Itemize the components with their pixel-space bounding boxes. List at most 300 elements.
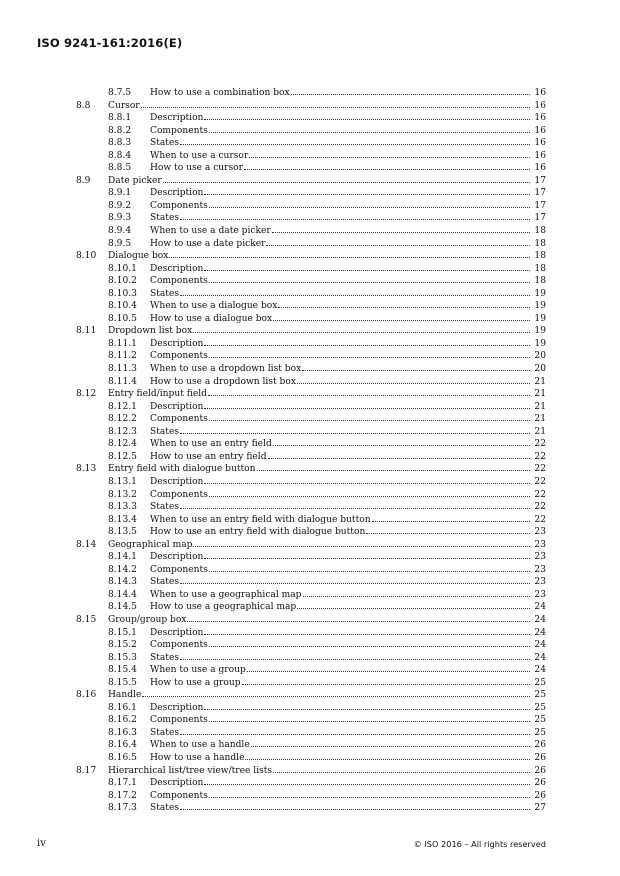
toc-entry-title[interactable]: Dropdown list box bbox=[108, 326, 193, 337]
toc-entry-title[interactable]: Description bbox=[150, 113, 204, 124]
toc-entry-title[interactable]: Entry field/input field bbox=[108, 389, 207, 400]
toc-entry-title-line bbox=[150, 150, 530, 163]
toc-entry-title[interactable]: Dialogue box bbox=[108, 251, 169, 262]
toc-entry-page[interactable]: 24 bbox=[534, 640, 546, 651]
toc-entry-title[interactable]: When to use a dialogue box bbox=[150, 301, 278, 312]
toc-entry-title-line bbox=[150, 739, 530, 752]
toc-entry-number: 8.9.3 bbox=[108, 213, 132, 224]
toc-entry-page[interactable]: 18 bbox=[534, 238, 546, 249]
toc-section-entry[interactable] bbox=[76, 689, 546, 702]
toc-entry-page[interactable]: 26 bbox=[534, 752, 546, 763]
toc-entry-title[interactable]: Description bbox=[150, 778, 204, 789]
toc-entry-title[interactable]: Components bbox=[150, 640, 208, 651]
copyright-notice: © ISO 2016 – All rights reserved bbox=[413, 839, 546, 849]
toc-entry-title-line bbox=[150, 125, 530, 138]
toc-entry-title-line bbox=[108, 614, 530, 627]
toc-entry-number: 8.10.2 bbox=[108, 276, 137, 287]
toc-entry-number: 8.10.1 bbox=[108, 263, 137, 274]
toc-subsection-entry[interactable] bbox=[76, 275, 546, 288]
toc-entry-page[interactable]: 22 bbox=[534, 514, 546, 525]
toc-entry-number: 8.11.1 bbox=[108, 338, 137, 349]
dot-leader bbox=[142, 696, 530, 697]
toc-subsection-entry[interactable] bbox=[76, 112, 546, 125]
toc-entry-title[interactable]: Components bbox=[150, 200, 208, 211]
dot-leader bbox=[242, 684, 530, 685]
toc-subsection-entry[interactable] bbox=[76, 576, 546, 589]
toc-entry-page[interactable]: 24 bbox=[534, 652, 546, 663]
toc-entry-page[interactable]: 24 bbox=[534, 665, 546, 676]
toc-entry-title-line bbox=[108, 463, 530, 476]
toc-entry-title[interactable]: Components bbox=[150, 351, 208, 362]
toc-entry-page[interactable]: 23 bbox=[534, 527, 546, 538]
toc-entry-page[interactable]: 17 bbox=[534, 213, 546, 224]
toc-entry-page[interactable]: 24 bbox=[534, 627, 546, 638]
toc-entry-page[interactable]: 20 bbox=[534, 364, 546, 375]
toc-entry-title[interactable]: Description bbox=[150, 552, 204, 563]
toc-entry-title[interactable]: States bbox=[150, 502, 180, 513]
toc-entry-title[interactable]: Hierarchical list/tree view/tree lists bbox=[108, 765, 273, 776]
toc-entry-number: 8.15.1 bbox=[108, 627, 137, 638]
toc-subsection-entry[interactable] bbox=[76, 200, 546, 213]
toc-entry-page[interactable]: 26 bbox=[534, 765, 546, 776]
toc-entry-number: 8.9.4 bbox=[108, 226, 132, 237]
dot-leader bbox=[204, 634, 530, 635]
toc-subsection-entry[interactable] bbox=[76, 652, 546, 665]
toc-entry-number: 8.11.4 bbox=[108, 376, 137, 387]
toc-entry-number: 8.9 bbox=[76, 175, 91, 186]
toc-subsection-entry[interactable] bbox=[76, 288, 546, 301]
toc-entry-page[interactable]: 23 bbox=[534, 564, 546, 575]
toc-entry-title-line bbox=[150, 627, 530, 640]
toc-entry-page[interactable]: 24 bbox=[534, 614, 546, 625]
toc-subsection-entry[interactable] bbox=[76, 363, 546, 376]
toc-entry-page[interactable]: 17 bbox=[534, 200, 546, 211]
toc-subsection-entry[interactable] bbox=[76, 777, 546, 790]
toc-subsection-entry[interactable] bbox=[76, 263, 546, 276]
dot-leader bbox=[273, 445, 530, 446]
toc-entry-page[interactable]: 19 bbox=[534, 338, 546, 349]
dot-leader bbox=[247, 671, 530, 672]
toc-entry-title[interactable]: When to use an entry field with dialogue button bbox=[150, 514, 371, 525]
dot-leader bbox=[169, 257, 530, 258]
dot-leader bbox=[180, 433, 530, 434]
toc-subsection-entry[interactable] bbox=[76, 225, 546, 238]
toc-entry-title[interactable]: Components bbox=[150, 414, 208, 425]
dot-leader bbox=[209, 797, 530, 798]
toc-entry-number: 8.10.5 bbox=[108, 313, 137, 324]
toc-entry-title-line bbox=[150, 790, 530, 803]
dot-leader bbox=[209, 207, 530, 208]
dot-leader bbox=[141, 107, 530, 108]
toc-entry-page[interactable]: 25 bbox=[534, 690, 546, 701]
toc-entry-title-line bbox=[108, 100, 530, 113]
toc-entry-title-line bbox=[150, 112, 530, 125]
dot-leader bbox=[204, 345, 530, 346]
table-of-contents bbox=[76, 87, 546, 815]
toc-entry-page[interactable]: 17 bbox=[534, 188, 546, 199]
toc-subsection-entry[interactable] bbox=[76, 187, 546, 200]
toc-entry-page[interactable]: 23 bbox=[534, 589, 546, 600]
dot-leader bbox=[273, 772, 530, 773]
toc-subsection-entry[interactable] bbox=[76, 300, 546, 313]
toc-entry-title[interactable]: Description bbox=[150, 627, 204, 638]
toc-entry-title[interactable]: States bbox=[150, 803, 180, 814]
toc-entry-page[interactable]: 22 bbox=[534, 476, 546, 487]
toc-entry-page[interactable]: 22 bbox=[534, 502, 546, 513]
toc-entry-title-line bbox=[150, 137, 530, 150]
toc-entry-number: 8.11.3 bbox=[108, 364, 137, 375]
toc-entry-title[interactable]: How to use a group bbox=[150, 677, 241, 688]
toc-subsection-entry[interactable] bbox=[76, 338, 546, 351]
page-number: iv bbox=[37, 838, 46, 849]
toc-subsection-entry[interactable] bbox=[76, 564, 546, 577]
dot-leader bbox=[204, 408, 530, 409]
toc-entry-number: 8.12.4 bbox=[108, 439, 137, 450]
toc-entry-number: 8.15.2 bbox=[108, 640, 137, 651]
toc-entry-title[interactable]: Group/group box bbox=[108, 614, 187, 625]
toc-entry-title-line bbox=[150, 288, 530, 301]
toc-entry-title-line bbox=[150, 451, 530, 464]
toc-entry-number: 8.12.5 bbox=[108, 451, 137, 462]
toc-subsection-entry[interactable] bbox=[76, 589, 546, 602]
toc-entry-title[interactable]: Components bbox=[150, 790, 208, 801]
dot-leader bbox=[180, 219, 530, 220]
toc-section-entry[interactable] bbox=[76, 100, 546, 113]
toc-entry-number: 8.17.2 bbox=[108, 790, 137, 801]
toc-entry-title[interactable]: When to use an entry field bbox=[150, 439, 272, 450]
toc-entry-page[interactable]: 19 bbox=[534, 288, 546, 299]
toc-entry-title[interactable]: When to use a geographical map bbox=[150, 589, 302, 600]
dot-leader bbox=[303, 596, 531, 597]
toc-subsection-entry[interactable] bbox=[76, 376, 546, 389]
toc-entry-number: 8.8 bbox=[76, 100, 91, 111]
toc-entry-title[interactable]: States bbox=[150, 577, 180, 588]
toc-entry-number: 8.17.1 bbox=[108, 778, 137, 789]
toc-entry-page[interactable]: 16 bbox=[534, 163, 546, 174]
toc-entry-number: 8.16.2 bbox=[108, 715, 137, 726]
toc-entry-title[interactable]: How to use a date picker bbox=[150, 238, 266, 249]
dot-leader bbox=[180, 809, 530, 810]
toc-subsection-entry[interactable] bbox=[76, 639, 546, 652]
toc-entry-page[interactable]: 16 bbox=[534, 138, 546, 149]
toc-entry-page[interactable]: 23 bbox=[534, 577, 546, 588]
dot-leader bbox=[257, 470, 531, 471]
toc-entry-page[interactable]: 21 bbox=[534, 376, 546, 387]
toc-entry-title[interactable]: States bbox=[150, 213, 180, 224]
toc-entry-title-line bbox=[150, 601, 530, 614]
dot-leader bbox=[204, 709, 530, 710]
toc-entry-number: 8.16 bbox=[76, 690, 97, 701]
toc-entry-title-line bbox=[108, 689, 530, 702]
toc-section-entry[interactable] bbox=[76, 175, 546, 188]
toc-entry-title-line bbox=[150, 526, 530, 539]
dot-leader bbox=[209, 721, 530, 722]
toc-entry-page[interactable]: 19 bbox=[534, 326, 546, 337]
toc-entry-page[interactable]: 25 bbox=[534, 677, 546, 688]
toc-section-entry[interactable] bbox=[76, 539, 546, 552]
toc-entry-number: 8.15.5 bbox=[108, 677, 137, 688]
toc-entry-number: 8.17.3 bbox=[108, 803, 137, 814]
toc-entry-title[interactable]: States bbox=[150, 288, 180, 299]
toc-entry-title-line bbox=[150, 514, 530, 527]
toc-entry-title[interactable]: Description bbox=[150, 476, 204, 487]
toc-entry-title[interactable]: Components bbox=[150, 715, 208, 726]
toc-subsection-entry[interactable] bbox=[76, 702, 546, 715]
toc-entry-title-line bbox=[150, 300, 530, 313]
dot-leader bbox=[297, 383, 530, 384]
dot-leader bbox=[180, 144, 530, 145]
toc-entry-title[interactable]: How to use a cursor bbox=[150, 163, 243, 174]
toc-entry-title-line bbox=[108, 250, 530, 263]
toc-entry-title-line bbox=[150, 727, 530, 740]
dot-leader bbox=[204, 270, 530, 271]
toc-entry-page[interactable]: 22 bbox=[534, 489, 546, 500]
toc-subsection-entry[interactable] bbox=[76, 790, 546, 803]
toc-subsection-entry[interactable] bbox=[76, 677, 546, 690]
toc-entry-title[interactable]: States bbox=[150, 426, 180, 437]
toc-entry-page[interactable]: 16 bbox=[534, 100, 546, 111]
toc-entry-page[interactable]: 22 bbox=[534, 439, 546, 450]
toc-entry-title[interactable]: States bbox=[150, 652, 180, 663]
toc-subsection-entry[interactable] bbox=[76, 238, 546, 251]
toc-subsection-entry[interactable] bbox=[76, 489, 546, 502]
toc-entry-page[interactable]: 16 bbox=[534, 113, 546, 124]
toc-subsection-entry[interactable] bbox=[76, 739, 546, 752]
dot-leader bbox=[209, 496, 530, 497]
toc-entry-title-line bbox=[150, 564, 530, 577]
toc-entry-page[interactable]: 21 bbox=[534, 389, 546, 400]
toc-entry-number: 8.12.3 bbox=[108, 426, 137, 437]
toc-subsection-entry[interactable] bbox=[76, 627, 546, 640]
toc-entry-number: 8.14.5 bbox=[108, 602, 137, 613]
toc-subsection-entry[interactable] bbox=[76, 150, 546, 163]
toc-section-entry[interactable] bbox=[76, 325, 546, 338]
toc-subsection-entry[interactable] bbox=[76, 451, 546, 464]
toc-entry-number: 8.10.3 bbox=[108, 288, 137, 299]
toc-entry-page[interactable]: 20 bbox=[534, 351, 546, 362]
toc-entry-number: 8.15.4 bbox=[108, 665, 137, 676]
toc-entry-number: 8.12 bbox=[76, 389, 97, 400]
toc-entry-title-line bbox=[108, 175, 530, 188]
dot-leader bbox=[209, 357, 530, 358]
toc-entry-title-line bbox=[150, 225, 530, 238]
toc-entry-title[interactable]: Components bbox=[150, 489, 208, 500]
toc-subsection-entry[interactable] bbox=[76, 413, 546, 426]
toc-entry-title-line bbox=[150, 426, 530, 439]
toc-entry-number: 8.9.2 bbox=[108, 200, 132, 211]
toc-entry-title[interactable]: Handle bbox=[108, 690, 142, 701]
toc-entry-title-line bbox=[150, 677, 530, 690]
toc-entry-page[interactable]: 25 bbox=[534, 727, 546, 738]
toc-section-entry[interactable] bbox=[76, 388, 546, 401]
toc-section-entry[interactable] bbox=[76, 765, 546, 778]
dot-leader bbox=[245, 759, 530, 760]
dot-leader bbox=[180, 583, 530, 584]
toc-entry-number: 8.8.2 bbox=[108, 125, 132, 136]
dot-leader bbox=[302, 370, 530, 371]
dot-leader bbox=[208, 395, 530, 396]
toc-subsection-entry[interactable] bbox=[76, 601, 546, 614]
toc-entry-title[interactable]: Description bbox=[150, 338, 204, 349]
toc-entry-page[interactable]: 26 bbox=[534, 740, 546, 751]
toc-entry-title[interactable]: How to use an entry field bbox=[150, 451, 267, 462]
toc-entry-number: 8.15.3 bbox=[108, 652, 137, 663]
toc-entry-page[interactable]: 22 bbox=[534, 464, 546, 475]
toc-entry-page[interactable]: 25 bbox=[534, 702, 546, 713]
toc-subsection-entry[interactable] bbox=[76, 438, 546, 451]
toc-entry-page[interactable]: 16 bbox=[534, 125, 546, 136]
toc-entry-title[interactable]: How to use a geographical map bbox=[150, 602, 297, 613]
toc-entry-title[interactable]: How to use a dialogue box bbox=[150, 313, 273, 324]
toc-entry-title-line bbox=[150, 187, 530, 200]
toc-entry-title[interactable]: Entry field with dialogue button bbox=[108, 464, 256, 475]
toc-subsection-entry[interactable] bbox=[76, 212, 546, 225]
toc-entry-number: 8.14.2 bbox=[108, 564, 137, 575]
toc-entry-page[interactable]: 22 bbox=[534, 451, 546, 462]
dot-leader bbox=[297, 608, 530, 609]
toc-entry-title-line bbox=[150, 162, 530, 175]
toc-entry-page[interactable]: 26 bbox=[534, 778, 546, 789]
toc-entry-title[interactable]: How to use a dropdown list box bbox=[150, 376, 296, 387]
toc-subsection-entry[interactable] bbox=[76, 476, 546, 489]
toc-entry-page[interactable]: 18 bbox=[534, 226, 546, 237]
toc-subsection-entry[interactable] bbox=[76, 514, 546, 527]
toc-entry-title-line bbox=[150, 238, 530, 251]
toc-subsection-entry[interactable] bbox=[76, 727, 546, 740]
toc-entry-title-line bbox=[108, 765, 530, 778]
toc-entry-number: 8.10 bbox=[76, 251, 97, 262]
dot-leader bbox=[291, 94, 530, 95]
toc-entry-number: 8.14.4 bbox=[108, 589, 137, 600]
toc-entry-title[interactable]: When to use a group bbox=[150, 665, 246, 676]
toc-entry-title[interactable]: Components bbox=[150, 125, 208, 136]
dot-leader bbox=[278, 307, 530, 308]
toc-entry-number: 8.14.1 bbox=[108, 552, 137, 563]
toc-entry-title[interactable]: When to use a cursor bbox=[150, 150, 249, 161]
toc-entry-page[interactable]: 26 bbox=[534, 790, 546, 801]
toc-subsection-entry[interactable] bbox=[76, 752, 546, 765]
toc-entry-title-line bbox=[150, 476, 530, 489]
toc-entry-title[interactable]: When to use a dropdown list box bbox=[150, 364, 302, 375]
dot-leader bbox=[180, 295, 530, 296]
toc-entry-page[interactable]: 18 bbox=[534, 276, 546, 287]
toc-entry-page[interactable]: 19 bbox=[534, 313, 546, 324]
dot-leader bbox=[204, 194, 530, 195]
toc-subsection-entry[interactable] bbox=[76, 162, 546, 175]
toc-entry-title[interactable]: States bbox=[150, 727, 180, 738]
toc-entry-page[interactable]: 17 bbox=[534, 175, 546, 186]
toc-entry-title-line bbox=[150, 639, 530, 652]
toc-entry-page[interactable]: 21 bbox=[534, 426, 546, 437]
toc-entry-title[interactable]: Description bbox=[150, 702, 204, 713]
dot-leader bbox=[209, 646, 530, 647]
toc-entry-page[interactable]: 24 bbox=[534, 602, 546, 613]
toc-entry-page[interactable]: 27 bbox=[534, 803, 546, 814]
toc-entry-number: 8.14.3 bbox=[108, 577, 137, 588]
toc-entry-number: 8.13.1 bbox=[108, 476, 137, 487]
toc-subsection-entry[interactable] bbox=[76, 526, 546, 539]
toc-entry-title-line bbox=[108, 325, 530, 338]
dot-leader bbox=[204, 483, 530, 484]
toc-entry-page[interactable]: 18 bbox=[534, 263, 546, 274]
toc-entry-title[interactable]: Description bbox=[150, 188, 204, 199]
toc-entry-title[interactable]: Date picker bbox=[108, 175, 162, 186]
toc-entry-title[interactable]: Description bbox=[150, 263, 204, 274]
dot-leader bbox=[366, 533, 530, 534]
toc-entry-number: 8.13.4 bbox=[108, 514, 137, 525]
toc-section-entry[interactable] bbox=[76, 463, 546, 476]
toc-entry-title[interactable]: Geographical map bbox=[108, 539, 193, 550]
toc-subsection-entry[interactable] bbox=[76, 87, 546, 100]
toc-subsection-entry[interactable] bbox=[76, 350, 546, 363]
toc-entry-title-line bbox=[150, 652, 530, 665]
toc-subsection-entry[interactable] bbox=[76, 551, 546, 564]
toc-entry-page[interactable]: 23 bbox=[534, 552, 546, 563]
toc-subsection-entry[interactable] bbox=[76, 137, 546, 150]
toc-entry-number: 8.9.5 bbox=[108, 238, 132, 249]
toc-entry-title[interactable]: How to use a handle bbox=[150, 752, 245, 763]
toc-entry-title-line bbox=[150, 714, 530, 727]
toc-section-entry[interactable] bbox=[76, 250, 546, 263]
toc-entry-number: 8.11.2 bbox=[108, 351, 137, 362]
toc-entry-page[interactable]: 16 bbox=[534, 150, 546, 161]
toc-entry-page[interactable]: 19 bbox=[534, 301, 546, 312]
toc-entry-title-line bbox=[108, 539, 530, 552]
toc-section-entry[interactable] bbox=[76, 614, 546, 627]
toc-entry-page[interactable]: 23 bbox=[534, 539, 546, 550]
toc-entry-title[interactable]: Components bbox=[150, 276, 208, 287]
toc-entry-page[interactable]: 16 bbox=[534, 88, 546, 98]
toc-entry-number: 8.17 bbox=[76, 765, 97, 776]
toc-entry-number: 8.8.4 bbox=[108, 150, 132, 161]
toc-entry-page[interactable]: 25 bbox=[534, 715, 546, 726]
toc-entry-title-line bbox=[150, 702, 530, 715]
toc-entry-title[interactable]: States bbox=[150, 138, 180, 149]
toc-subsection-entry[interactable] bbox=[76, 714, 546, 727]
toc-subsection-entry[interactable] bbox=[76, 401, 546, 414]
toc-subsection-entry[interactable] bbox=[76, 313, 546, 326]
toc-entry-number: 8.15 bbox=[76, 614, 97, 625]
toc-entry-page[interactable]: 18 bbox=[534, 251, 546, 262]
dot-leader bbox=[187, 621, 530, 622]
toc-entry-number: 8.12.2 bbox=[108, 414, 137, 425]
dot-leader bbox=[266, 245, 530, 246]
toc-entry-number: 8.8.5 bbox=[108, 163, 132, 174]
toc-subsection-entry[interactable] bbox=[76, 664, 546, 677]
dot-leader bbox=[180, 508, 530, 509]
toc-entry-page[interactable]: 21 bbox=[534, 414, 546, 425]
toc-entry-title[interactable]: Description bbox=[150, 401, 204, 412]
toc-subsection-entry[interactable] bbox=[76, 125, 546, 138]
toc-entry-title[interactable]: When to use a date picker bbox=[150, 226, 271, 237]
toc-entry-title-line bbox=[150, 501, 530, 514]
toc-entry-number: 8.11 bbox=[76, 326, 97, 337]
toc-subsection-entry[interactable] bbox=[76, 426, 546, 439]
toc-subsection-entry[interactable] bbox=[76, 802, 546, 815]
dot-leader bbox=[268, 458, 530, 459]
toc-entry-title[interactable]: When to use a handle bbox=[150, 740, 250, 751]
dot-leader bbox=[193, 332, 530, 333]
toc-entry-number: 8.7.5 bbox=[108, 88, 132, 98]
toc-entry-number: 8.10.4 bbox=[108, 301, 137, 312]
toc-entry-title[interactable]: Components bbox=[150, 564, 208, 575]
dot-leader bbox=[251, 746, 530, 747]
toc-subsection-entry[interactable] bbox=[76, 501, 546, 514]
toc-entry-page[interactable]: 21 bbox=[534, 401, 546, 412]
toc-entry-title[interactable]: How to use a combination box bbox=[150, 88, 290, 98]
toc-entry-title[interactable]: How to use an entry field with dialogue button bbox=[150, 527, 366, 538]
toc-entry-title[interactable]: Cursor bbox=[108, 100, 140, 111]
